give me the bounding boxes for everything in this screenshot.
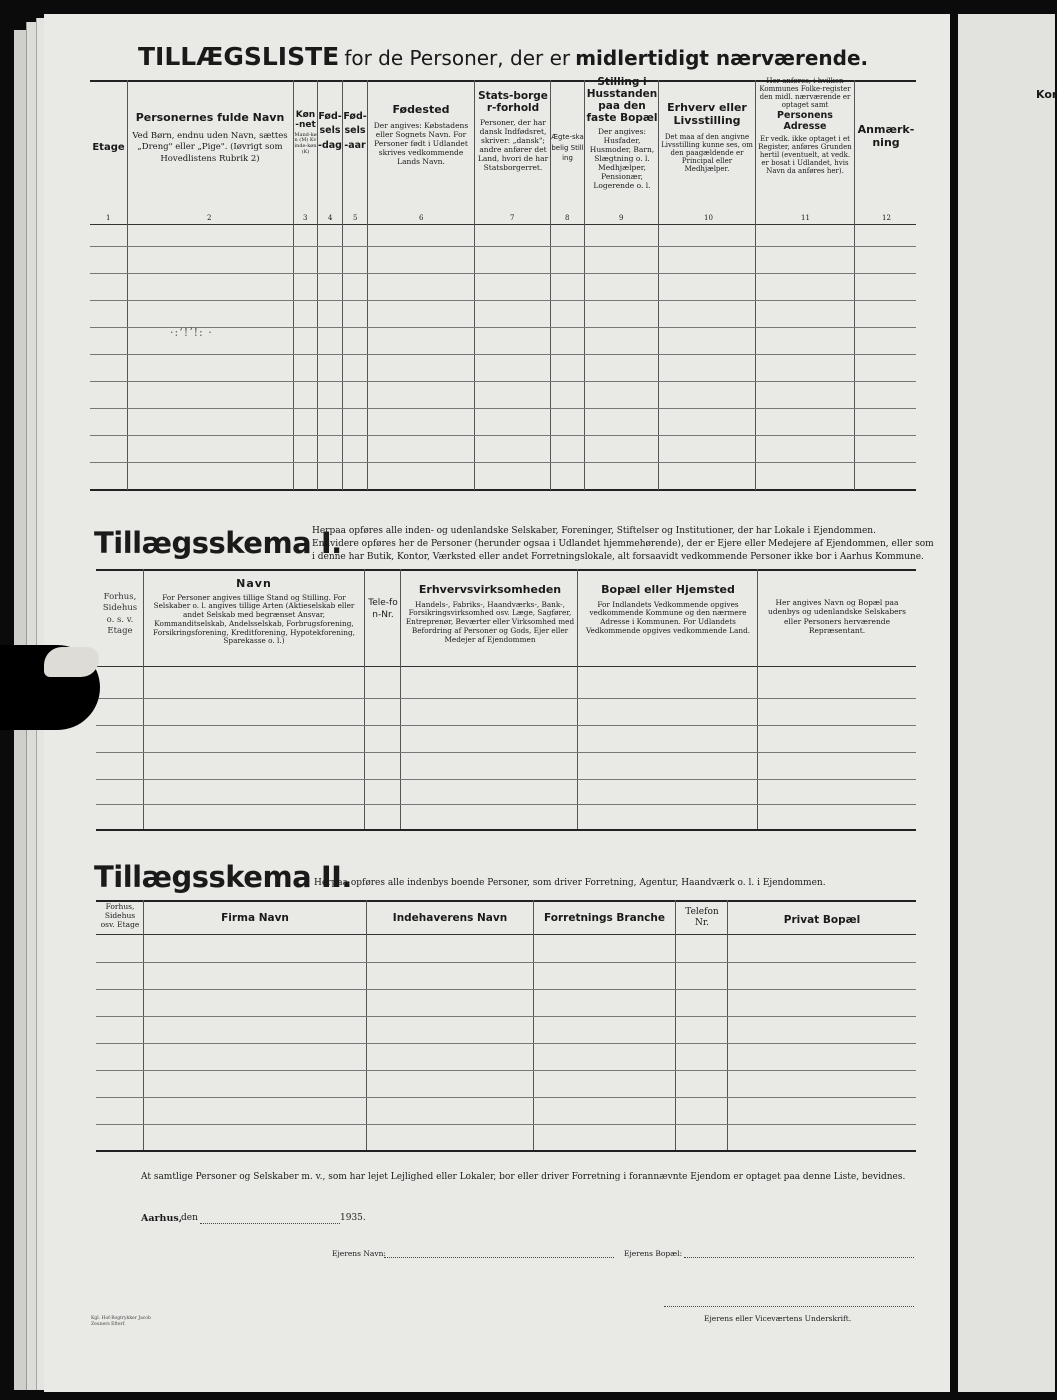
col-head-adresse-cell	[757, 77, 853, 175]
skema1-intro-line: Endvidere opføres her de Personer (herunder ogsaa i Udlandet hjemmehørende), der er Ejere eller Medejere af Ejendommen, eller som	[312, 539, 934, 550]
owner-address-field[interactable]	[684, 1257, 914, 1258]
col-head-stilling: Stilling i Husstanden paa den faste Bopæl	[586, 76, 658, 125]
skema2-title: Tillægsskema II.	[94, 860, 352, 894]
col-head-foedested: Fødested	[392, 103, 450, 116]
col-head-koen-sub: Mand-køn (M) Kvinde-køn (K)	[294, 131, 317, 155]
owner-address-label: Ejerens Bopæl:	[624, 1249, 683, 1258]
skema2-col-telefon: Telefon Nr.	[685, 907, 719, 929]
row-rule	[90, 435, 916, 436]
date-label: den	[181, 1213, 198, 1223]
col-head-adresse: Personens Adresse	[777, 110, 833, 133]
skema1-intro	[312, 525, 934, 564]
row-rule	[96, 752, 916, 753]
col-num: 3	[303, 214, 308, 222]
date-field[interactable]	[200, 1223, 340, 1224]
col-head-statsborger: Stats-borger-forhold	[478, 90, 548, 115]
col-divider	[577, 569, 578, 829]
owner-name-field[interactable]	[384, 1257, 614, 1258]
skema1-col-bopael: Bopæl eller Hjemsted	[601, 583, 735, 596]
col-num: 10	[704, 214, 713, 222]
list-title	[138, 42, 868, 71]
list-title-bold: TILLÆGSLISTE	[138, 42, 340, 71]
list-header-rule	[90, 224, 916, 225]
skema1-col-etage: Forhus, Sidehus o. s. v. Etage	[102, 592, 138, 637]
list-bottom-rule	[90, 489, 916, 491]
col-head-navn: Personernes fulde Navn	[135, 111, 285, 124]
row-rule	[96, 1070, 916, 1071]
row-rule	[90, 246, 916, 247]
skema1-col-navn-sub: For Personer angives tillige Stand og Stilling. For Selskaber o. l. angives tillige Arten (Aktieselskab eller andet Selskab med begrænset Ansvar, Kommanditselskab, Andelsselskab, Forbrugsforening, Forsikringsforening, Kreditforening, Hypotekforening, Sparekasse o. l.)	[153, 592, 355, 646]
col-divider	[658, 80, 659, 490]
skema1-col-bopael-sub: For Indlandets Vedkommende opgives vedkommende Kommune og den nærmere Adresse i Kommunen. For Udlandets Vedkommende opgives vedkommende Land.	[585, 599, 751, 635]
row-rule	[90, 300, 916, 301]
thumbnail-nail	[44, 647, 99, 677]
col-num: 6	[419, 214, 424, 222]
signature-field[interactable]	[664, 1306, 914, 1307]
skema1-col-navn: Navn	[236, 577, 272, 590]
col-head-erhverv: Erhverv eller Livsstilling	[667, 101, 747, 127]
row-rule	[96, 804, 916, 805]
row-rule	[90, 327, 916, 328]
col-divider	[400, 569, 401, 829]
col-head-foedselsaar: Fød-sels-aar	[343, 111, 367, 151]
right-page-fragment: Kor	[1036, 88, 1057, 101]
skema2-top-rule	[96, 900, 916, 902]
col-head-navn-sub: Ved Børn, endnu uden Navn, sættes „Dreng" eller „Pige". (Iøvrigt som Hovedlistens Rubrik 2)	[132, 130, 288, 164]
row-rule	[96, 1097, 916, 1098]
skema1-header-rule	[96, 666, 916, 667]
col-divider	[757, 569, 758, 829]
col-divider	[143, 569, 144, 829]
skema1-col-erhverv-sub: Handels-, Fabriks-, Haandværks-, Bank-, Forsikringsvirksomhed osv. Læge, Sagfører, Entreprenør, Beværter eller Virksomhed med Befordring af Personer og Gods, Ejer eller Medejer af Ejendommen	[405, 599, 575, 644]
skema2-col-etage: Forhus, Sidehus osv. Etage	[100, 902, 140, 929]
col-head-koen-cell	[294, 110, 317, 156]
col-divider	[533, 900, 534, 1150]
row-rule	[96, 698, 916, 699]
col-num: 5	[353, 214, 358, 222]
row-rule	[90, 381, 916, 382]
col-divider	[143, 900, 144, 1150]
printer-imprint: Kgl. Hof-Bogtrykker Jacob Zeuners Efterf.	[91, 1316, 151, 1327]
row-rule	[96, 1043, 916, 1044]
skema2-header-rule	[96, 934, 916, 935]
col-head-statsborger-cell	[476, 90, 550, 172]
skema2-col-privat: Privat Bopæl	[783, 914, 861, 926]
col-divider	[584, 80, 585, 490]
col-num: 9	[619, 214, 624, 222]
col-head-anmaerkning: Anmærk-ning	[857, 123, 915, 149]
row-rule	[90, 408, 916, 409]
skema1-col-erhverv: Erhvervsvirksomheden	[418, 583, 562, 596]
row-rule	[96, 1016, 916, 1017]
row-rule	[90, 462, 916, 463]
col-head-foedested-cell	[370, 104, 472, 166]
row-rule	[96, 962, 916, 963]
skema1-col-telefon: Tele-fon-Nr.	[368, 598, 398, 620]
skema1-col-erhverv-cell	[404, 584, 576, 644]
col-num: 12	[882, 214, 891, 222]
owner-name-label: Ejerens Navn:	[332, 1249, 386, 1258]
skema1-col-navn-cell	[146, 578, 362, 646]
col-head-foedselsdag: Fød-sels-dag	[318, 111, 342, 151]
form-page	[44, 14, 950, 1392]
skema1-col-bopael-cell	[581, 584, 755, 636]
col-head-erhverv-sub: Det maa af den angivne Livsstilling kunne ses, om den paagældende er Principal eller Medhjælper.	[661, 133, 753, 174]
col-head-navn-cell	[130, 112, 290, 165]
skema1-title: Tillægsskema I.	[94, 526, 342, 560]
place-label: Aarhus,	[141, 1213, 183, 1224]
list-title-bold2: midlertidigt nærværende.	[575, 46, 869, 70]
col-divider	[366, 900, 367, 1150]
col-divider	[367, 80, 368, 490]
col-head-foedested-sub: Der angives: Købstadens eller Sognets Navn. For Personer født i Udlandet skrives vedkommende Lands Navn.	[373, 120, 469, 166]
skema2-col-firma: Firma Navn	[221, 912, 289, 924]
col-divider	[755, 80, 756, 490]
col-divider	[127, 80, 128, 490]
row-rule	[96, 989, 916, 990]
skema2-intro: Herpaa opføres alle indenbys boende Personer, som driver Forretning, Agentur, Haandværk o. l. i Ejendommen.	[314, 878, 826, 888]
attestation-text: At samtlige Personer og Selskaber m. v., som har lejet Lejlighed eller Lokaler, bor eller driver Forretning i forannævnte Ejendom er optaget paa denne Liste, bevidnes.	[141, 1172, 906, 1182]
col-divider	[727, 900, 728, 1150]
skema1-top-rule	[96, 569, 916, 571]
col-head-adresse-sub: Er vedk. ikke optaget i et Register, anføres Grunden hertil (eventuelt, at vedk. er bosat i Udlandet, hvis Navn da anføres her).	[758, 135, 852, 176]
col-head-etage: Etage	[92, 142, 125, 153]
row-rule	[96, 779, 916, 780]
col-num: 2	[207, 214, 212, 222]
col-head-koen: Køn-net	[295, 110, 316, 131]
col-head-statsborger-sub: Personer, der har dansk Indfødsret, skriver: „dansk"; andre anfører det Land, hvori de har Statsborgerret.	[477, 118, 549, 173]
year-label: 1935.	[340, 1213, 366, 1223]
skema2-col-branche: Forretnings Branche	[544, 912, 665, 924]
faint-mark: ·:ʻ!ʼ!: ·	[170, 326, 213, 339]
col-divider	[364, 569, 365, 829]
skema1-intro-line: i denne har Butik, Kontor, Værksted eller andet Forretningslokale, alt forsaavidt vedkommende Personer ikke bor i Aarhus Kommune.	[312, 552, 924, 563]
right-page	[958, 14, 1055, 1392]
col-num: 8	[565, 214, 570, 222]
signature-label: Ejerens eller Viceværtens Underskrift.	[704, 1314, 852, 1323]
col-divider	[854, 80, 855, 490]
row-rule	[90, 273, 916, 274]
skema1-col-repraesentant: Her angives Navn og Bopæl paa udenbys og udenlandske Selskabers eller Personers herværende Repræsentant.	[767, 598, 906, 636]
col-num: 1	[106, 214, 111, 222]
col-head-aegteskab: Ægte-skabelig Stilling	[551, 133, 584, 162]
skema1-bottom-rule	[96, 829, 916, 831]
row-rule	[96, 1124, 916, 1125]
skema1-intro-line: Herpaa opføres alle inden- og udenlandske Selskaber, Foreninger, Stiftelser og Institutioner, der har Lokale i Ejendommen.	[312, 526, 876, 536]
row-rule	[96, 725, 916, 726]
col-divider	[474, 80, 475, 490]
col-head-stilling-sub: Der angives: Husfader, Husmoder, Barn, Slægtning o. l. Medhjælper, Pensionær, Logerende o. l.	[589, 127, 655, 191]
col-num: 11	[801, 214, 810, 222]
list-title-mid: for de Personer, der er	[344, 46, 571, 70]
col-divider	[675, 900, 676, 1150]
col-head-adresse-top: Her anføres, i hvilken Kommunes Folke-register den midl. nærværende er optaget samt	[759, 77, 851, 110]
col-head-erhverv-cell	[660, 102, 754, 174]
skema2-col-indehaver: Indehaverens Navn	[392, 912, 508, 924]
row-rule	[90, 354, 916, 355]
col-num: 7	[510, 214, 515, 222]
col-num: 4	[328, 214, 333, 222]
col-head-stilling-cell	[586, 76, 658, 190]
skema2-bottom-rule	[96, 1150, 916, 1152]
